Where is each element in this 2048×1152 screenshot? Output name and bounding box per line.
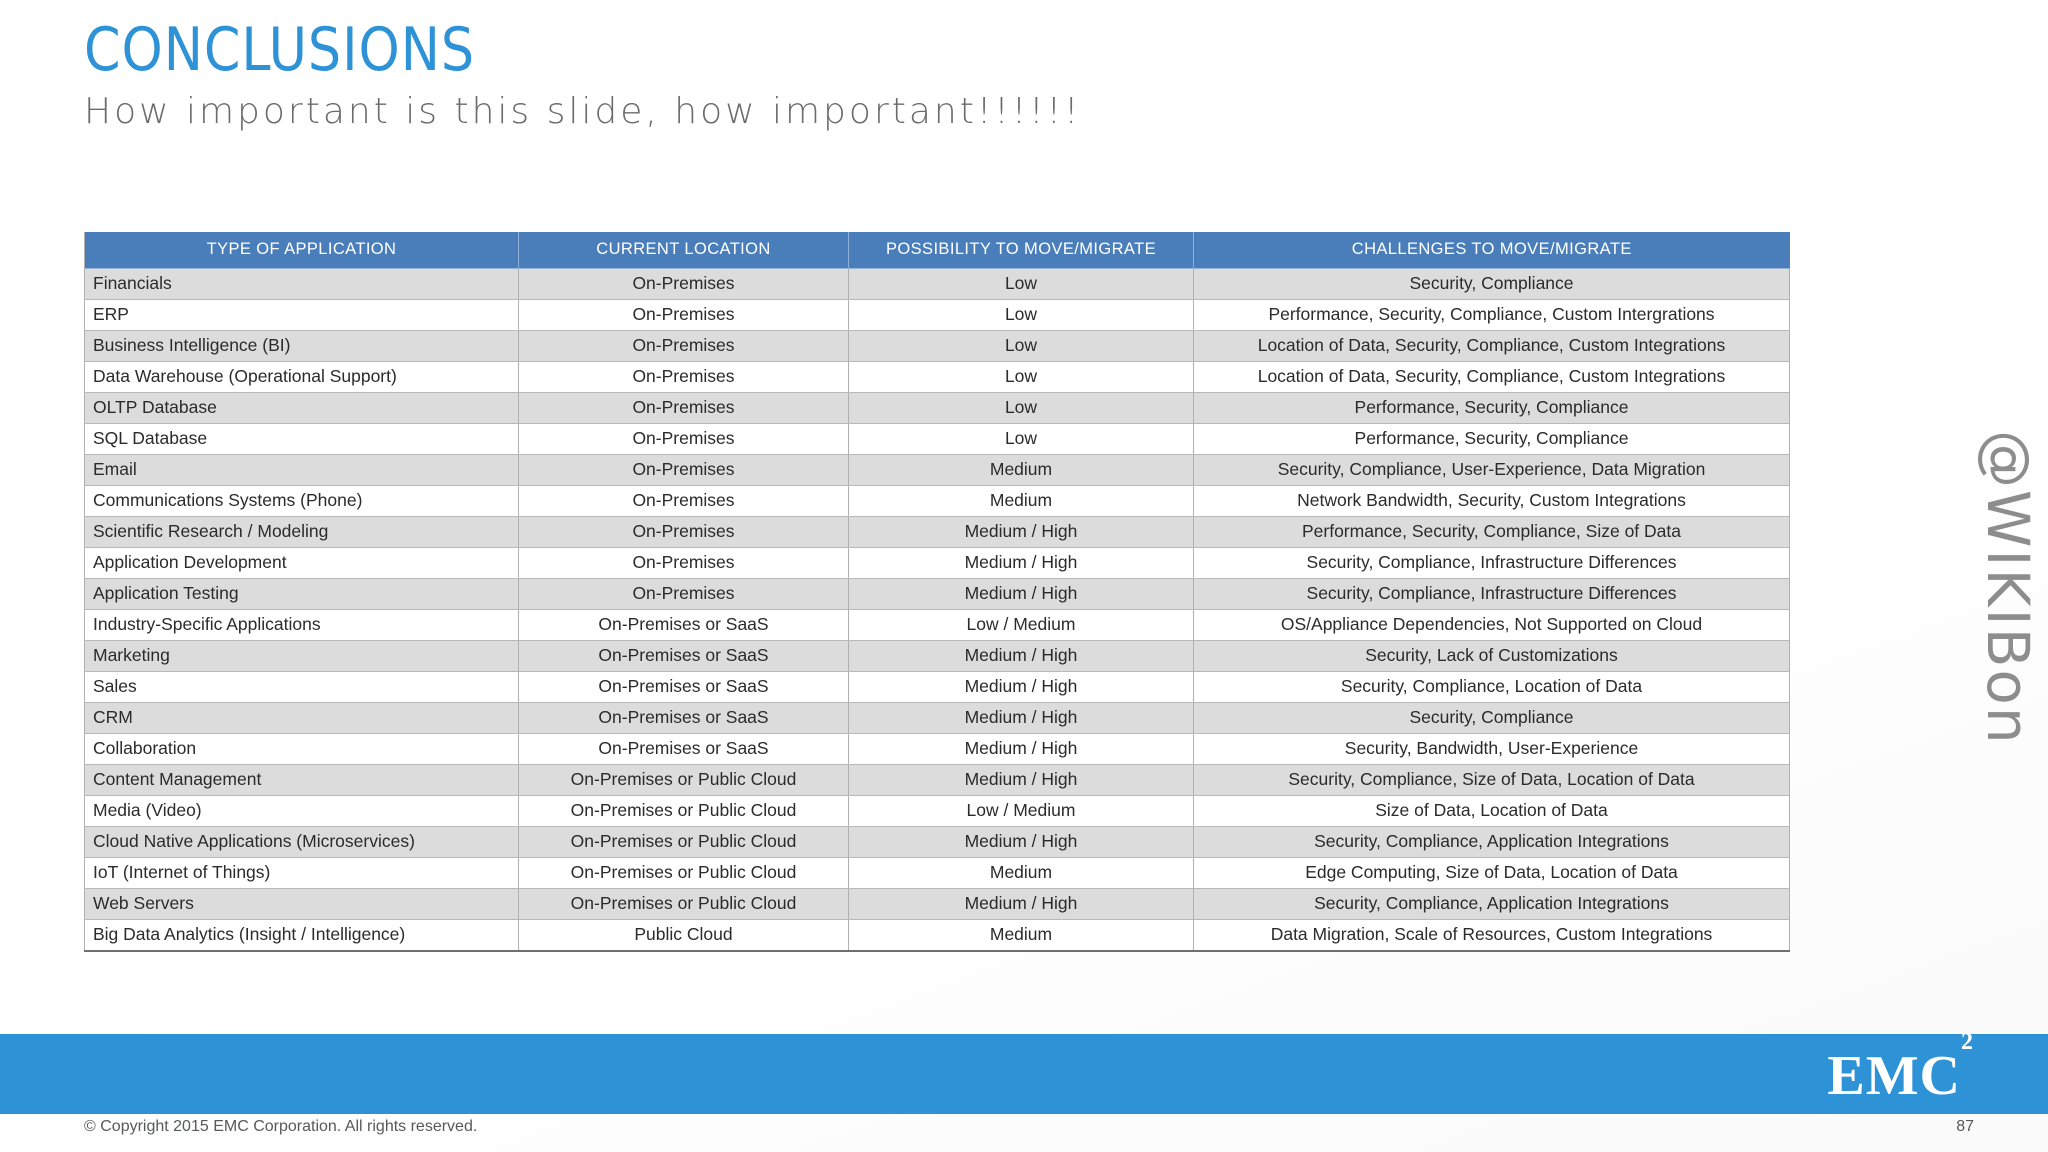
copyright-text: © Copyright 2015 EMC Corporation. All rights reserved.	[84, 1118, 478, 1135]
table-row	[85, 362, 1790, 393]
cell-possibility: Low / Medium	[849, 610, 1194, 641]
cell-challenges: Security, Compliance, Infrastructure Differences	[1194, 579, 1790, 610]
table-row	[85, 393, 1790, 424]
cell-possibility: Low	[849, 424, 1194, 455]
cell-current-location: On-Premises	[519, 393, 849, 424]
cell-possibility: Medium / High	[849, 517, 1194, 548]
cell-type-of-application: Industry-Specific Applications	[85, 610, 519, 641]
table-row	[85, 548, 1790, 579]
bottom-brand-bar	[0, 1029, 2048, 1114]
cell-type-of-application: Big Data Analytics (Insight / Intelligence)	[85, 920, 519, 952]
cell-possibility: Low	[849, 362, 1194, 393]
cell-type-of-application: Media (Video)	[85, 796, 519, 827]
page-subtitle: How important is this slide, how important!!!!!!	[84, 91, 1082, 132]
cell-possibility: Medium / High	[849, 579, 1194, 610]
table-row	[85, 486, 1790, 517]
cell-possibility: Medium / High	[849, 827, 1194, 858]
cell-type-of-application: OLTP Database	[85, 393, 519, 424]
cell-challenges: Security, Compliance, Application Integrations	[1194, 889, 1790, 920]
cell-challenges: Data Migration, Scale of Resources, Custom Integrations	[1194, 920, 1790, 952]
column-header-challenges-to-move: CHALLENGES TO MOVE/MIGRATE	[1194, 232, 1790, 269]
cell-current-location: On-Premises	[519, 517, 849, 548]
cell-type-of-application: Marketing	[85, 641, 519, 672]
cell-possibility: Medium / High	[849, 889, 1194, 920]
table-row	[85, 672, 1790, 703]
cell-current-location: On-Premises	[519, 300, 849, 331]
emc-logo-text: EMC	[1827, 1045, 1961, 1107]
cell-challenges: Performance, Security, Compliance, Size of Data	[1194, 517, 1790, 548]
cell-possibility: Medium	[849, 920, 1194, 952]
wikibon-watermark: @WIKIBon	[1974, 430, 2042, 746]
cell-type-of-application: Application Testing	[85, 579, 519, 610]
table-row	[85, 610, 1790, 641]
cell-challenges: Performance, Security, Compliance	[1194, 424, 1790, 455]
cell-possibility: Low	[849, 269, 1194, 300]
cell-current-location: On-Premises	[519, 331, 849, 362]
cell-challenges: Edge Computing, Size of Data, Location of Data	[1194, 858, 1790, 889]
column-header-current-location: CURRENT LOCATION	[519, 232, 849, 269]
cell-type-of-application: Business Intelligence (BI)	[85, 331, 519, 362]
cell-possibility: Medium / High	[849, 703, 1194, 734]
cell-challenges: Security, Compliance, Size of Data, Location of Data	[1194, 765, 1790, 796]
cell-possibility: Medium / High	[849, 765, 1194, 796]
title-block	[84, 15, 1584, 132]
cell-possibility: Low	[849, 331, 1194, 362]
table-row	[85, 641, 1790, 672]
cell-possibility: Medium / High	[849, 672, 1194, 703]
cell-possibility: Medium	[849, 455, 1194, 486]
table-row	[85, 734, 1790, 765]
cell-type-of-application: SQL Database	[85, 424, 519, 455]
table-header-row	[85, 232, 1790, 269]
cell-challenges: Security, Compliance, Infrastructure Differences	[1194, 548, 1790, 579]
cell-challenges: Location of Data, Security, Compliance, Custom Integrations	[1194, 362, 1790, 393]
cell-current-location: On-Premises	[519, 486, 849, 517]
cell-possibility: Medium	[849, 486, 1194, 517]
cell-possibility: Low	[849, 393, 1194, 424]
table-row	[85, 858, 1790, 889]
cell-challenges: Location of Data, Security, Compliance, Custom Integrations	[1194, 331, 1790, 362]
table-row	[85, 920, 1790, 952]
cell-current-location: On-Premises or Public Cloud	[519, 889, 849, 920]
cell-possibility: Medium	[849, 858, 1194, 889]
cell-current-location: Public Cloud	[519, 920, 849, 952]
cell-challenges: Security, Compliance, Application Integrations	[1194, 827, 1790, 858]
cell-current-location: On-Premises	[519, 269, 849, 300]
cell-type-of-application: Content Management	[85, 765, 519, 796]
table-row	[85, 424, 1790, 455]
table-body	[85, 269, 1790, 952]
cell-challenges: Security, Compliance	[1194, 269, 1790, 300]
table-row	[85, 827, 1790, 858]
cell-current-location: On-Premises or SaaS	[519, 610, 849, 641]
footer	[0, 1118, 2048, 1152]
cell-current-location: On-Premises or SaaS	[519, 641, 849, 672]
emc-logo-superscript: 2	[1961, 1029, 1974, 1056]
cell-type-of-application: Data Warehouse (Operational Support)	[85, 362, 519, 393]
table-row	[85, 269, 1790, 300]
cell-type-of-application: Web Servers	[85, 889, 519, 920]
cell-possibility: Medium / High	[849, 548, 1194, 579]
cell-challenges: Security, Compliance	[1194, 703, 1790, 734]
cell-challenges: Security, Lack of Customizations	[1194, 641, 1790, 672]
cell-type-of-application: Financials	[85, 269, 519, 300]
table-row	[85, 300, 1790, 331]
cell-current-location: On-Premises or SaaS	[519, 672, 849, 703]
cell-type-of-application: Scientific Research / Modeling	[85, 517, 519, 548]
cell-challenges: Performance, Security, Compliance, Custom Intergrations	[1194, 300, 1790, 331]
cell-current-location: On-Premises or Public Cloud	[519, 765, 849, 796]
cell-type-of-application: Collaboration	[85, 734, 519, 765]
table-row	[85, 579, 1790, 610]
table-row	[85, 455, 1790, 486]
table-header	[85, 232, 1790, 269]
cell-current-location: On-Premises or Public Cloud	[519, 796, 849, 827]
cell-type-of-application: CRM	[85, 703, 519, 734]
page-title: CONCLUSIONS	[84, 15, 476, 85]
cell-current-location: On-Premises	[519, 579, 849, 610]
cell-challenges: Security, Bandwidth, User-Experience	[1194, 734, 1790, 765]
cell-challenges: Security, Compliance, User-Experience, Data Migration	[1194, 455, 1790, 486]
table-row	[85, 765, 1790, 796]
cell-current-location: On-Premises	[519, 424, 849, 455]
table-row	[85, 517, 1790, 548]
cell-current-location: On-Premises	[519, 548, 849, 579]
cell-challenges: OS/Appliance Dependencies, Not Supported on Cloud	[1194, 610, 1790, 641]
table-row	[85, 331, 1790, 362]
cell-challenges: Network Bandwidth, Security, Custom Integrations	[1194, 486, 1790, 517]
cell-type-of-application: ERP	[85, 300, 519, 331]
column-header-possibility-to-move: POSSIBILITY TO MOVE/MIGRATE	[849, 232, 1194, 269]
table-row	[85, 889, 1790, 920]
cell-current-location: On-Premises	[519, 455, 849, 486]
cell-type-of-application: Cloud Native Applications (Microservices)	[85, 827, 519, 858]
cell-current-location: On-Premises	[519, 362, 849, 393]
cell-current-location: On-Premises or Public Cloud	[519, 858, 849, 889]
application-migration-table-container	[84, 232, 1789, 952]
table-row	[85, 796, 1790, 827]
cell-challenges: Security, Compliance, Location of Data	[1194, 672, 1790, 703]
cell-current-location: On-Premises or Public Cloud	[519, 827, 849, 858]
cell-current-location: On-Premises or SaaS	[519, 734, 849, 765]
cell-challenges: Performance, Security, Compliance	[1194, 393, 1790, 424]
cell-type-of-application: Application Development	[85, 548, 519, 579]
column-header-type-of-application: TYPE OF APPLICATION	[85, 232, 519, 269]
cell-possibility: Medium / High	[849, 734, 1194, 765]
cell-type-of-application: IoT (Internet of Things)	[85, 858, 519, 889]
cell-type-of-application: Email	[85, 455, 519, 486]
cell-type-of-application: Communications Systems (Phone)	[85, 486, 519, 517]
emc-logo	[1827, 1029, 1974, 1107]
cell-possibility: Low / Medium	[849, 796, 1194, 827]
cell-current-location: On-Premises or SaaS	[519, 703, 849, 734]
cell-possibility: Low	[849, 300, 1194, 331]
table-row	[85, 703, 1790, 734]
application-migration-table	[84, 232, 1790, 952]
cell-challenges: Size of Data, Location of Data	[1194, 796, 1790, 827]
cell-type-of-application: Sales	[85, 672, 519, 703]
page-number: 87	[1956, 1118, 1974, 1135]
cell-possibility: Medium / High	[849, 641, 1194, 672]
